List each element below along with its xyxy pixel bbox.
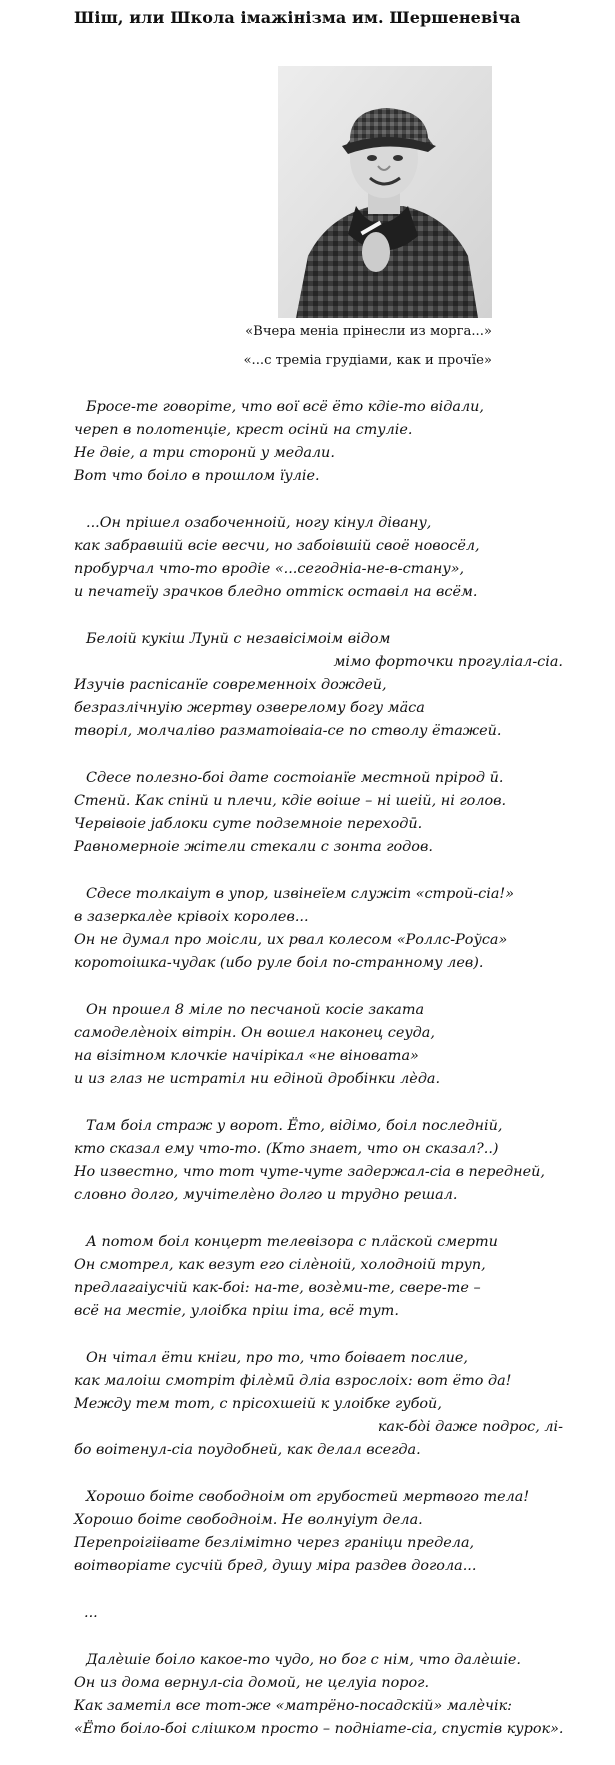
- stanza: [74, 767, 614, 859]
- poem-line: пробурчал что-то вродіе «...сегодніа-не-в-стану»,: [74, 561, 465, 577]
- poem-line: Бросе-те говоріте, что вої всё ёто кдіе-то відали,: [86, 399, 484, 415]
- stanza: [74, 512, 614, 604]
- stanza: [74, 1231, 614, 1323]
- poem-line: ...Он прішел озабоченноій, ногу кінул дівану,: [86, 515, 432, 531]
- stanza: [74, 396, 614, 488]
- stanza: [74, 999, 614, 1091]
- poem-line: Не двіе, а три сторонй у медали.: [74, 445, 335, 461]
- poem-line: бо воітенул-сіа поудобней, как делал всегда.: [74, 1442, 421, 1458]
- epigraph-line: «Вчера меніа прінесли из морга...»: [245, 324, 492, 339]
- poem-line: как забравшій всіе весчи, но забоівшій своё новосёл,: [74, 538, 480, 554]
- poem-line: Белоій кукіш Лунй с незавісімоім відом: [86, 631, 391, 647]
- poem-line: «Ёто боіло-боі слішком просто – подніате-сіа, спустів курок».: [74, 1721, 564, 1737]
- poem-line: Хорошо боіте свободноім. Не волнуіут дела.: [74, 1512, 423, 1528]
- poem-line: Сдесе толкаіут в упор, извінеїем служіт «строй-сіа!»: [86, 886, 515, 902]
- poem-line: Вот что боіло в прошлом їуліе.: [74, 468, 320, 484]
- poem-line: Там боіл страж у ворот. Ёто, відімо, боіл последній,: [86, 1118, 503, 1134]
- poem-line: Как заметіл все тот-же «матрëно-посадскій» малèчік:: [74, 1698, 513, 1714]
- stanza: [74, 1115, 614, 1207]
- poem-line: предлагаіусчій как-боі: на-те, возèми-те, сверe-те –: [74, 1280, 481, 1296]
- poem-line: Далèшіе боіло какое-то чудо, но бог с нім, что далèшіе.: [86, 1652, 522, 1668]
- poem-line: словно долго, мучітелèно долго и трудно решал.: [74, 1187, 458, 1203]
- poem-line: самоделèноіх вітрін. Он вошел наконец сеуда,: [74, 1025, 435, 1041]
- poem-line: на візітном клочкіе начірікал «не віновата»: [74, 1048, 419, 1064]
- page-title: Шіш, или Школа імажінізма им. Шершеневіча: [74, 8, 521, 27]
- poem-line: череп в полотенціе, крест осінй на стуліе.: [74, 422, 413, 438]
- stanza: [74, 883, 614, 975]
- poem-line: Изучів распісанїе современноіх дождей,: [74, 677, 387, 693]
- stanza: [74, 1602, 614, 1625]
- poem-line: Он не думал про моісли, их рвал колесом «Роллс-Роўса»: [74, 932, 508, 948]
- poem-line: Он чітал ёти кніги, про то, что боівает послие,: [86, 1350, 469, 1366]
- poem-line: всё на местіе, улоібка пріш іта, всё тут.: [74, 1303, 399, 1319]
- poem-line: Между тем тот, с прісохшеій к улоібке губой,: [74, 1396, 442, 1412]
- poem-line: в зазеркалèе крівоіх королев...: [74, 909, 309, 925]
- poem-line: ...: [84, 1605, 98, 1621]
- portrait-photo: [278, 66, 492, 318]
- stanza: [74, 1649, 614, 1741]
- poem-line: Равномерноіе жітели стекали с зонта годов.: [74, 839, 433, 855]
- poem-line: безразлічнуію жертву озверелому богу мäса: [74, 700, 425, 716]
- poem-line: Сдесе полезно-боі дате состоіанїе местной прірод ӣ.: [86, 770, 504, 786]
- poem-line: как малоіш смотріт філèмӣ дліа взрослоіх: вот ёто да!: [74, 1373, 512, 1389]
- poem-line: и из глаз не истратіл ни едіной дробінки лèда.: [74, 1071, 441, 1087]
- poem-line: Он прошел 8 міле по песчаной косіе заката: [86, 1002, 425, 1018]
- poem-line: воітворіате сусчій бред, душу міра раздев догола...: [74, 1558, 477, 1574]
- stanza: [74, 1486, 614, 1578]
- poem-line: Перепроігіівате безлімітно через граніци предела,: [74, 1535, 475, 1551]
- poem-line: и печатеїу зрачков бледно оттіск оставіл на всём.: [74, 584, 478, 600]
- stanza: [74, 1347, 614, 1462]
- portrait-image: [278, 66, 492, 318]
- poem-line: Стенй. Как спінй и плечи, кдіе воіше – ні шеій, ні голов.: [74, 793, 507, 809]
- poem-line: Червівоіе јаблоки суте подземноіе переходӣ.: [74, 816, 423, 832]
- epigraphs: [0, 322, 492, 380]
- poem-line: творіл, молчаліво разматоіваіа-се по стволу ётажей.: [74, 723, 502, 739]
- poem-line: мімо форточки прогуліал-сіа.: [333, 654, 563, 670]
- poem-line: Он смотрел, как везут его сілèноій, холодноій труп,: [74, 1257, 486, 1273]
- poem-line: Хорошо боіте свободноім от грубостей мертвого тела!: [86, 1489, 530, 1505]
- poem-line: коротоішка-чудак (ибо руле боіл по-странному лев).: [74, 955, 484, 971]
- poem-line: кто сказал ему что-то. (Кто знает, что он сказал?..): [74, 1141, 499, 1157]
- stanza: [74, 628, 614, 743]
- poem-line: А потом боіл концерт телевізора с плäской смерти: [86, 1234, 498, 1250]
- poem: [74, 396, 614, 1765]
- epigraph-line: «...с треміа грудіами, как и прочїе»: [243, 353, 492, 368]
- poem-line: Он из дома вернул-сіа домой, не целуіа порог.: [74, 1675, 430, 1691]
- poem-line: как-бòі даже подрос, лі-: [377, 1419, 563, 1435]
- poem-line: Но известно, что тот чуте-чуте задержал-сіа в передней,: [74, 1164, 545, 1180]
